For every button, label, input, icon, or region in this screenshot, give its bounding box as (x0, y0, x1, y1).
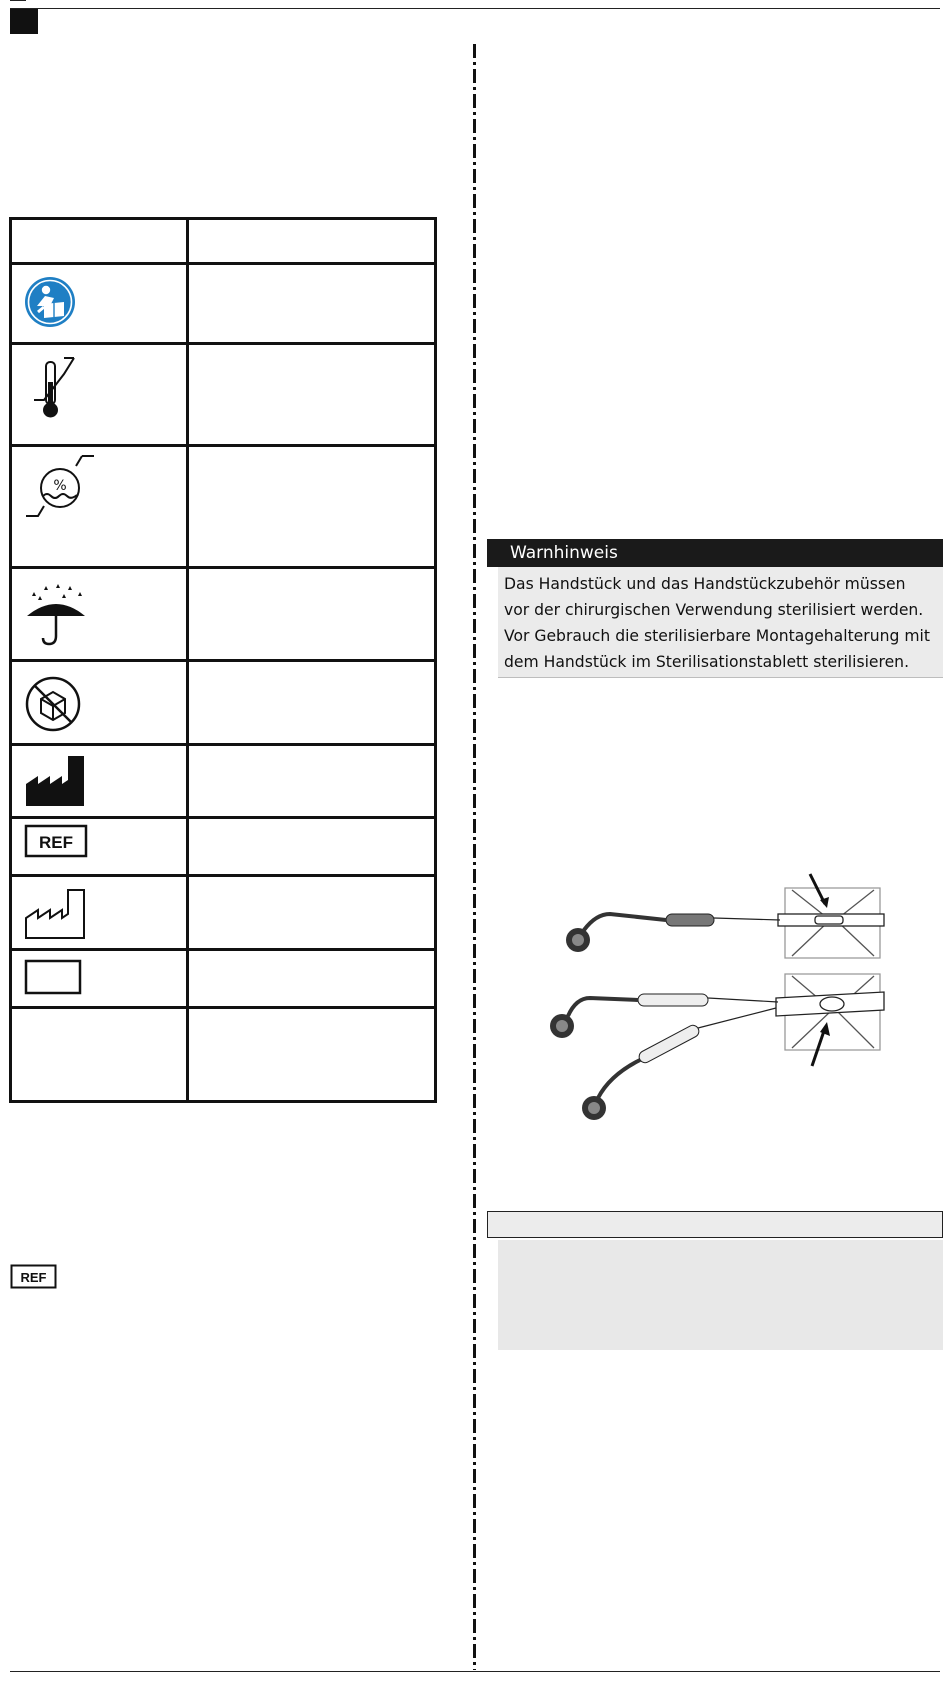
ref-label: REF (39, 833, 73, 852)
consult-instructions-icon (24, 276, 76, 328)
note-header (487, 1211, 943, 1238)
catalogue-number-icon (24, 824, 88, 860)
mounting-bracket-bottom (776, 974, 884, 1050)
table-row-line (12, 874, 434, 877)
mounting-bracket-top (778, 888, 884, 958)
temperature-limit-icon (24, 354, 84, 426)
bottom-rule (10, 1671, 940, 1672)
blank-box-icon (24, 959, 84, 997)
table-row-line (12, 743, 434, 746)
warning-title: Warnhinweis (510, 543, 618, 563)
do-not-use-if-damaged-icon (24, 675, 82, 733)
warning-line: Das Handstück und das Handstückzubehör müssen (504, 575, 906, 593)
top-rule (10, 8, 940, 9)
humidity-limit-icon (24, 454, 102, 528)
note-body (498, 1240, 943, 1350)
ref-symbol-small (10, 1264, 58, 1290)
handpiece-3 (582, 1008, 776, 1120)
table-row-line (12, 816, 434, 819)
table-row-line (12, 1006, 434, 1009)
warning-text (504, 571, 946, 675)
manufacturer-icon (24, 752, 86, 808)
table-row-line (12, 342, 434, 345)
column-divider (473, 44, 476, 1670)
humidity-percent-label: % (53, 478, 67, 494)
warning-line: vor der chirurgischen Verwendung sterilisiert werden. (504, 601, 924, 619)
symbol-table (9, 217, 437, 1103)
handpiece-1 (566, 914, 780, 952)
top-mark (10, 0, 26, 1)
handpiece-mounting-illustration (540, 870, 890, 1140)
warning-line: Vor Gebrauch die sterilisierbare Montagehalterung mit (504, 627, 930, 645)
keep-dry-icon (24, 582, 88, 648)
ref-small-label: REF (20, 1270, 47, 1285)
date-of-manufacture-icon (24, 884, 88, 940)
table-row-line (12, 566, 434, 569)
section-marker (10, 9, 38, 34)
table-row-line (12, 948, 434, 951)
arrow-bottom (812, 1028, 825, 1066)
warning-line: dem Handstück im Sterilisationstablett sterilisieren. (504, 653, 910, 671)
table-row-line (12, 444, 434, 447)
table-row-line (12, 659, 434, 662)
table-row-line (12, 262, 434, 265)
